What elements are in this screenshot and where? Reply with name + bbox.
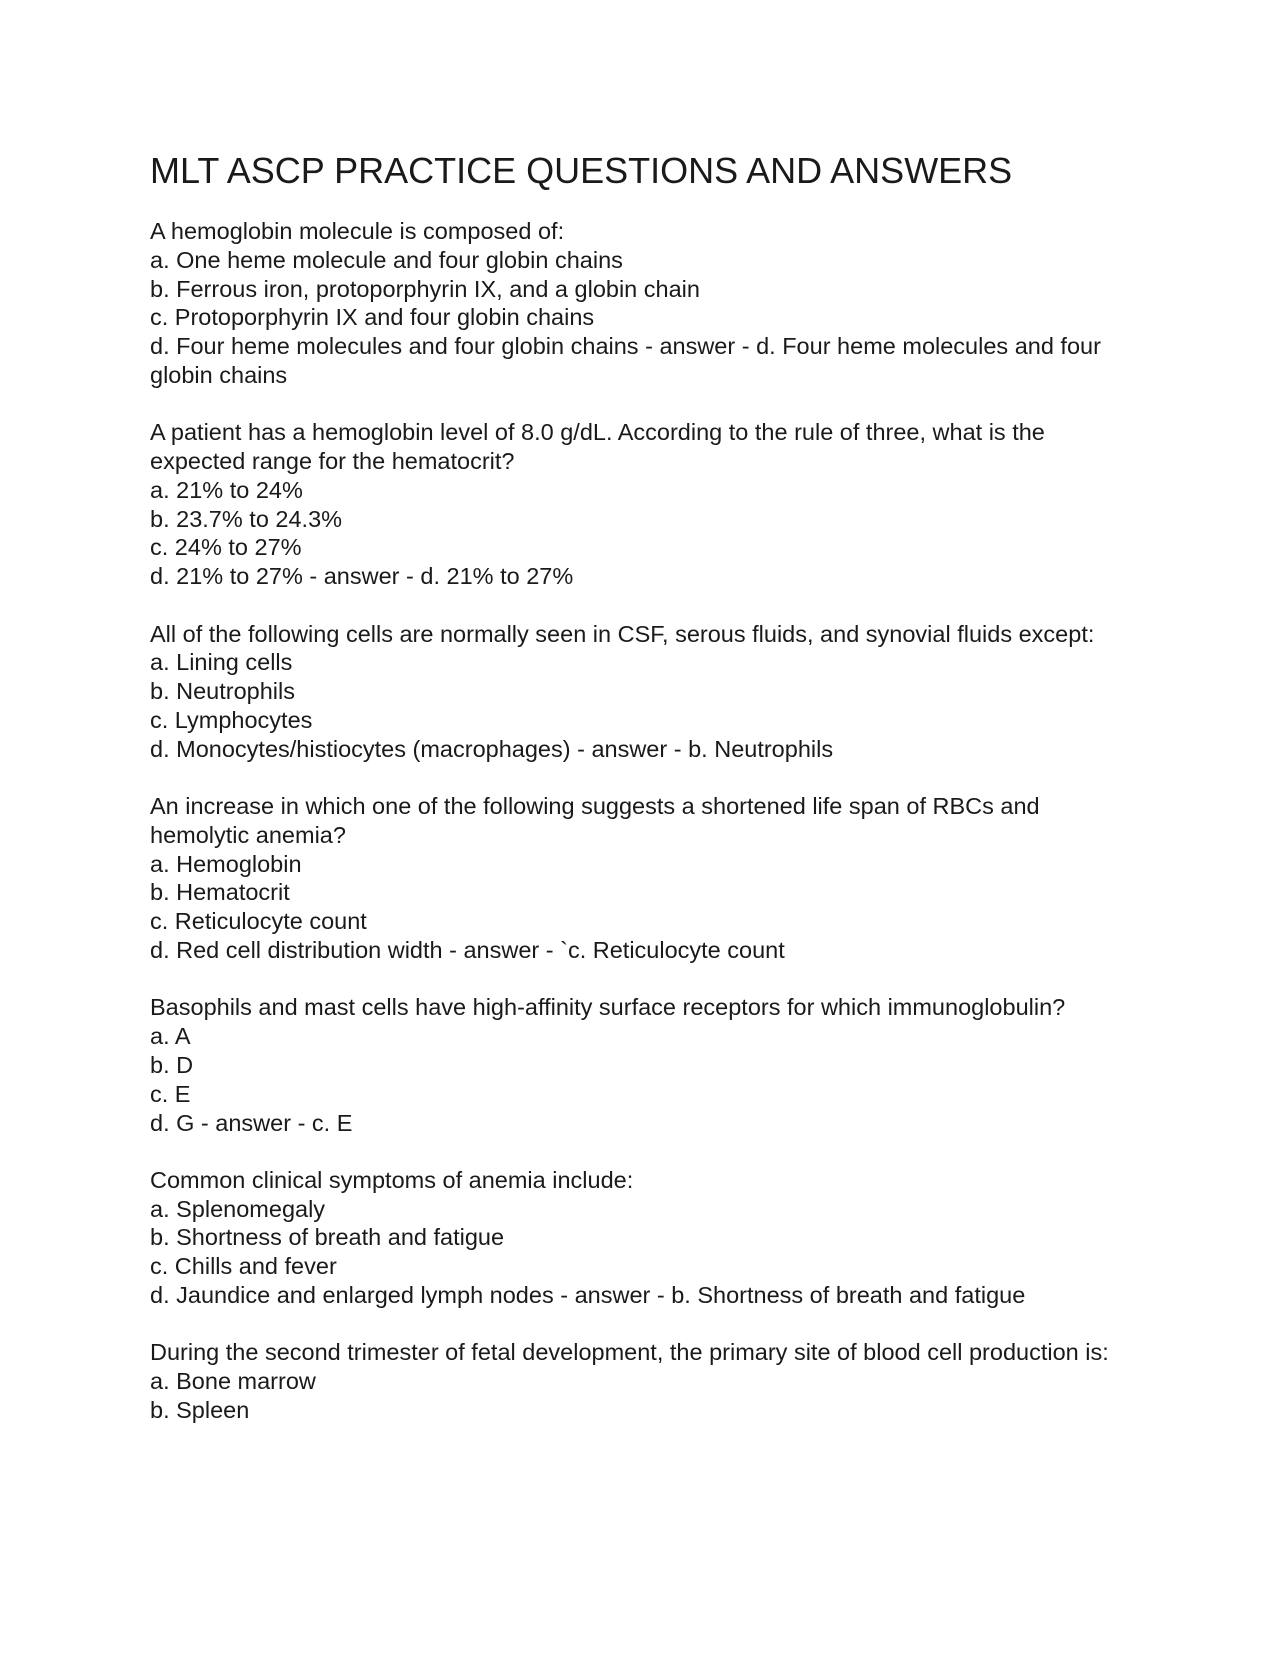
question-block	[150, 1338, 1140, 1424]
answer-option: b. Hematocrit	[150, 879, 290, 906]
question-text: A patient has a hemoglobin level of 8.0 g/dL. According to the rule of three, what is the expected range for the hematocrit?	[150, 419, 1045, 475]
question-block	[150, 620, 1140, 764]
question-text: A hemoglobin molecule is composed of:	[150, 218, 565, 244]
question-block	[150, 993, 1140, 1137]
answer-option: a. One heme molecule and four globin chains	[150, 246, 623, 273]
answer-option: c. Protoporphyrin IX and four globin chains	[150, 304, 595, 331]
answer-option: d. Four heme molecules and four globin chains - answer - d. Four heme molecules and four globin chains	[150, 333, 1101, 388]
answer-option: b. 23.7% to 24.3%	[150, 505, 343, 532]
answer-option: d. 21% to 27% - answer - d. 21% to 27%	[150, 563, 574, 590]
answer-option: b. Shortness of breath and fatigue	[150, 1224, 505, 1251]
question-text: An increase in which one of the following suggests a shortened life span of RBCs and hemolytic anemia?	[150, 793, 1040, 848]
answer-option: c. Chills and fever	[150, 1253, 337, 1280]
answer-option: b. Spleen	[150, 1396, 250, 1423]
answer-option: d. G - answer - c. E	[150, 1109, 353, 1136]
answer-option: d. Monocytes/histiocytes (macrophages) - answer - b. Neutrophils	[150, 735, 834, 762]
answer-option: c. E	[150, 1080, 191, 1107]
question-block	[150, 1166, 1140, 1310]
answer-option: d. Jaundice and enlarged lymph nodes - answer - b. Shortness of breath and fatigue	[150, 1282, 1026, 1308]
answer-option: a. Splenomegaly	[150, 1195, 326, 1222]
answer-option: a. 21% to 24%	[150, 476, 303, 503]
answer-option: b. Ferrous iron, protoporphyrin IX, and a globin chain	[150, 275, 700, 302]
question-list	[150, 217, 1140, 1425]
question-text: Common clinical symptoms of anemia include:	[150, 1166, 634, 1193]
question-block	[150, 418, 1140, 591]
answer-option: b. D	[150, 1051, 194, 1078]
answer-option: b. Neutrophils	[150, 678, 295, 705]
answer-option: a. A	[150, 1023, 191, 1050]
question-text: During the second trimester of fetal development, the primary site of blood cell production is:	[150, 1339, 1109, 1366]
answer-option: d. Red cell distribution width - answer - `c. Reticulocyte count	[150, 937, 785, 964]
answer-option: c. 24% to 27%	[150, 534, 302, 561]
document-title: MLT ASCP PRACTICE QUESTIONS AND ANSWERS	[150, 150, 1013, 191]
answer-option: c. Lymphocytes	[150, 706, 313, 733]
question-block	[150, 217, 1140, 390]
question-text: Basophils and mast cells have high-affinity surface receptors for which immunoglobulin?	[150, 994, 1066, 1021]
document-page	[150, 150, 1140, 1453]
answer-option: a. Hemoglobin	[150, 850, 302, 877]
question-block	[150, 792, 1140, 965]
answer-option: c. Reticulocyte count	[150, 908, 367, 935]
answer-option: a. Bone marrow	[150, 1368, 316, 1395]
question-text: All of the following cells are normally seen in CSF, serous fluids, and synovial fluids except:	[150, 620, 1095, 647]
answer-option: a. Lining cells	[150, 649, 293, 676]
